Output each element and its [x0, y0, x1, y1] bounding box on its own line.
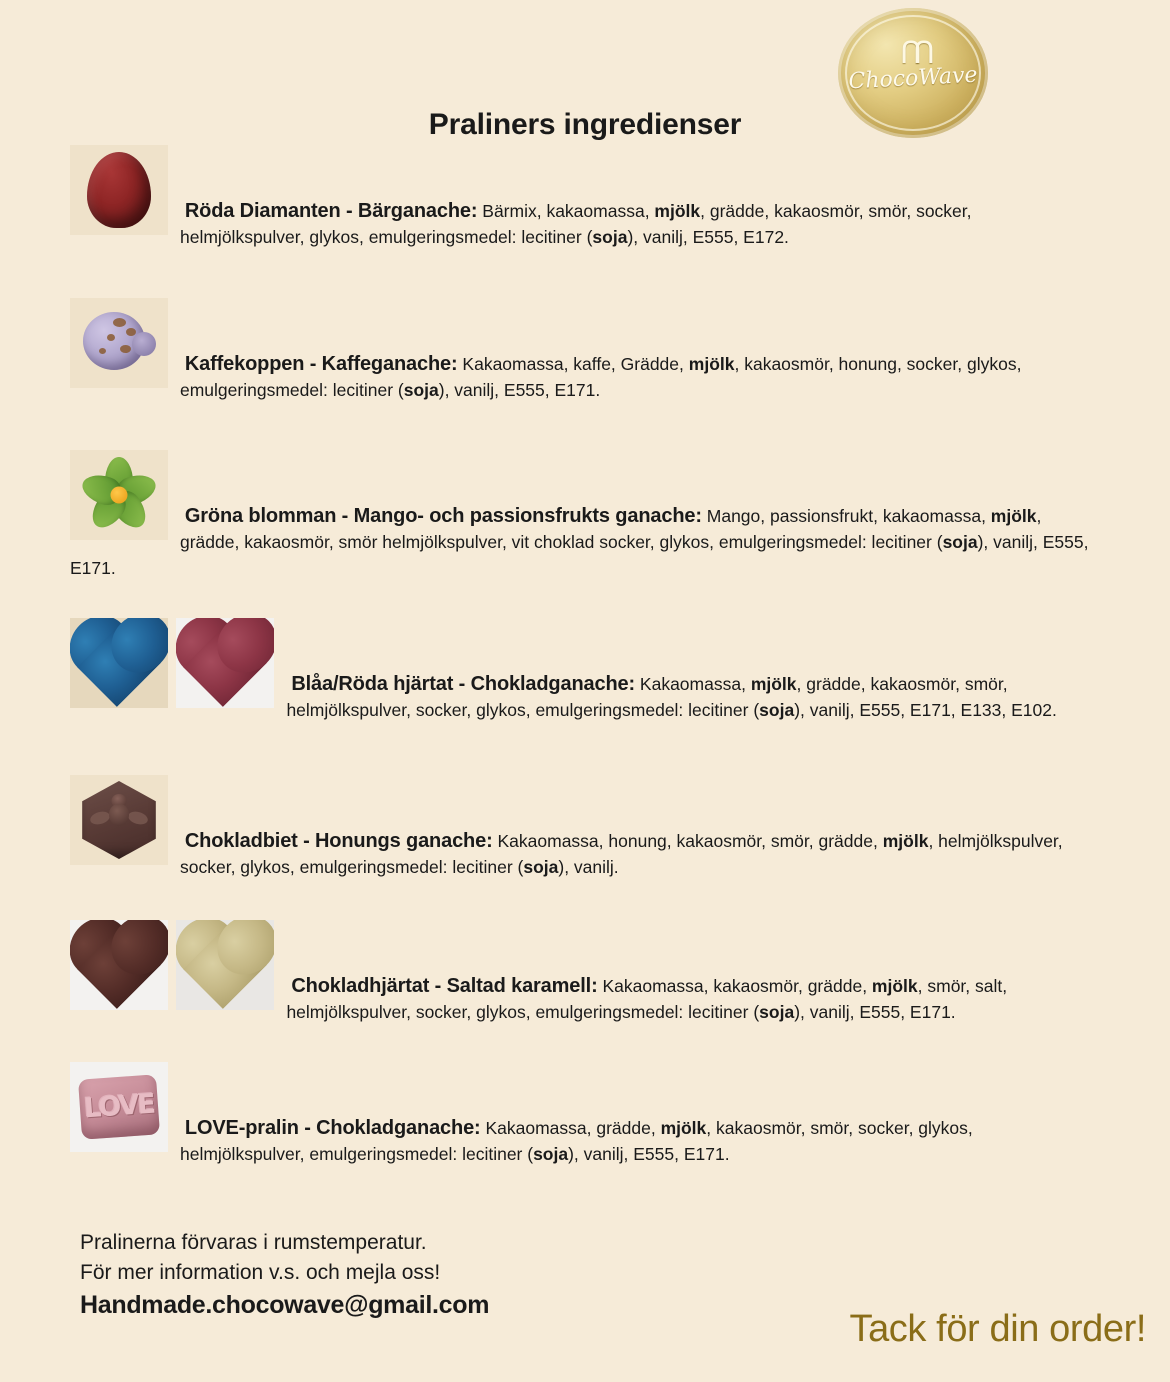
praline-name: LOVE-pralin - Chokladganache: [184, 1117, 481, 1139]
praline-description [70, 775, 1100, 880]
praline-images [70, 1062, 172, 1152]
chocolate-heart-praline-image [70, 920, 168, 1010]
red-faceted-dome-praline-image [70, 145, 168, 235]
praline-description [70, 450, 1100, 581]
praline-entry [70, 1062, 1100, 1167]
praline-entry [70, 450, 1100, 581]
praline-entry [70, 145, 1100, 250]
blue-heart-shape [77, 623, 160, 706]
praline-ingredients: Mango, passionsfrukt, kakaomassa, mjölk, grädde, kakaosmör, smör helmjölkspulver, vit choklad socker, glykos, emulgeringsmedel: lecitiner (soja), vanilj, E555, E171. [70, 506, 1089, 578]
cup-speck [99, 348, 106, 354]
praline-images [70, 920, 278, 1010]
praline-ingredients: Kakaomassa, grädde, mjölk, kakaosmör, smör, socker, glykos, helmjölkspulver, emulgeringsmedel: lecitiner (soja), vanilj, E555, E171. [180, 1118, 973, 1164]
coffee-cup-shape [83, 312, 145, 370]
purple-coffee-cup-praline-image [70, 298, 168, 388]
praline-images [70, 145, 172, 235]
hexagon-bee-praline-image [70, 775, 168, 865]
praline-name: Blåa/Röda hjärtat - Chokladganache: [291, 673, 636, 695]
page-title: Praliners ingredienser [428, 108, 742, 141]
praline-images [70, 298, 172, 388]
praline-entry [70, 920, 1100, 1025]
red-dome-shape [87, 152, 151, 228]
cup-speck [113, 318, 126, 327]
bee-body-icon [109, 804, 129, 826]
footer [80, 1228, 489, 1320]
praline-entry [70, 775, 1100, 880]
storage-note: Pralinerna förvaras i rumstemperatur. [80, 1231, 427, 1254]
cup-speck [126, 328, 136, 336]
praline-ingredients: Kakaomassa, mjölk, grädde, kakaosmör, smör, helmjölkspulver, socker, glykos, emulgeringsmedel: lecitiner (soja), vanilj, E555, E171, E133, E102. [286, 674, 1057, 720]
praline-ingredients: Kakaomassa, kakaosmör, grädde, mjölk, smör, salt, helmjölkspulver, socker, glykos, emulgeringsmedel: lecitiner (soja), vanilj, E555, E171. [286, 976, 1008, 1022]
praline-ingredients: Bärmix, kakaomassa, mjölk, grädde, kakaosmör, smör, socker, helmjölkspulver, glykos, emulgeringsmedel: lecitiner (soja), vanilj, E555, E172. [180, 201, 972, 247]
cup-speck [120, 345, 131, 353]
contact-note: För mer information v.s. och mejla oss! [80, 1261, 441, 1284]
praline-ingredients: Kakaomassa, kaffe, Grädde, mjölk, kakaosmör, honung, socker, glykos, emulgeringsmedel: lecitiner (soja), vanilj, E555, E171. [180, 354, 1022, 400]
logo-monogram-icon: ꓵꓵ [900, 37, 926, 70]
chocolate-heart-shape [77, 925, 160, 1008]
praline-description [70, 145, 1100, 250]
hexagon-shape [79, 781, 159, 859]
green-flower-praline-image [70, 450, 168, 540]
red-heart-shape [184, 623, 267, 706]
flower-center [111, 487, 128, 504]
bee-wing-icon [89, 810, 112, 827]
thank-you-message: Tack för din order! [849, 1308, 1146, 1350]
love-lettering-praline-image [70, 1062, 168, 1152]
logo-wordmark: ChocoWave [847, 62, 979, 95]
love-lettering-shape: LOVE [78, 1074, 160, 1139]
praline-name: Chokladbiet - Honungs ganache: [184, 830, 493, 852]
cup-speck [107, 334, 115, 341]
praline-ingredients: Kakaomassa, honung, kakaosmör, smör, grädde, mjölk, helmjölkspulver, socker, glykos, emulgeringsmedel: lecitiner (soja), vanilj. [180, 831, 1063, 877]
gold-heart-shape [184, 925, 267, 1008]
praline-description [70, 1062, 1100, 1167]
bee-wing-icon [127, 810, 150, 827]
praline-images [70, 618, 278, 708]
praline-name: Chokladhjärtat - Saltad karamell: [291, 975, 598, 997]
praline-name: Röda Diamanten - Bärganache: [184, 200, 478, 222]
praline-images [70, 450, 172, 540]
flower-shape [79, 455, 159, 535]
praline-entry [70, 298, 1100, 403]
contact-email[interactable]: Handmade.chocowave@gmail.com [80, 1291, 490, 1319]
praline-name: Gröna blomman - Mango- och passionsfrukts ganache: [184, 505, 702, 527]
gold-heart-praline-image [176, 920, 274, 1010]
praline-images [70, 775, 172, 865]
praline-description [70, 298, 1100, 403]
blue-heart-praline-image [70, 618, 168, 708]
praline-name: Kaffekoppen - Kaffeganache: [184, 353, 458, 375]
red-heart-praline-image [176, 618, 274, 708]
praline-entry [70, 618, 1100, 723]
